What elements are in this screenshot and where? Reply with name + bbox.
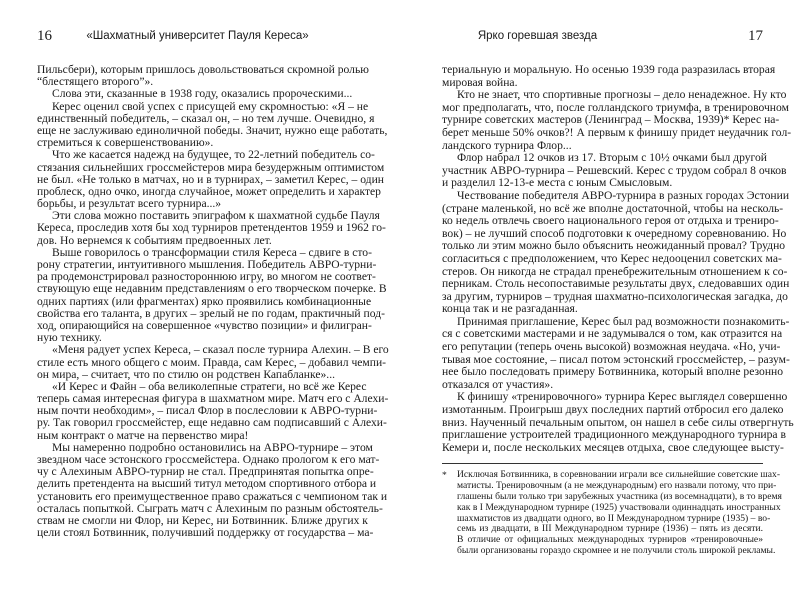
- text-line: нее было последовать примеру Ботвинника, который вполне резонно: [442, 365, 784, 379]
- paragraph: [37, 63, 369, 89]
- text-line: вниз. Наученный печальным опытом, он нашел в себе силы отвергнуть: [442, 415, 794, 429]
- page-number-left: 16: [37, 28, 52, 44]
- text-line: ко недель отвлечь своего национального героя от отдыха и трениро-: [442, 214, 779, 228]
- footnote: [442, 469, 782, 557]
- footnote-line: семь из двадцати, в III Международном турнире (1936) – пять из десяти.: [457, 523, 763, 535]
- text-line: ход, опирающийся на совершенное «чувство позиции» и филигран-: [37, 318, 372, 332]
- paragraph: [442, 63, 776, 89]
- text-line: Выше говорилось о трансформации стиля Кереса – сдвиге в сто-: [52, 245, 372, 259]
- text-line: приглашение устроителей традиционного международного турнира в: [442, 428, 786, 442]
- footnote-line: В отличие от официальных международных турниров «тренировочные»: [457, 534, 763, 546]
- text-line: Кереса, проследив хотя бы ход турниров претендентов 1959 и 1962 го-: [37, 221, 386, 235]
- text-line: “блестящего второго”».: [37, 75, 154, 89]
- text-line: ра продемонстрировал разностороннюю игру, во многом не соответ-: [37, 270, 376, 284]
- text-line: одних партиях (или фрагментах) ярко проявились комбинационные: [37, 294, 372, 308]
- text-line: звездном часе эстонского гроссмейстера. Однако прологом к его мат-: [37, 453, 380, 466]
- text-line: ландского турнира Флор...: [442, 138, 572, 152]
- text-line: «Меня радует успех Кереса, – сказал после турнира Алехин. – В его: [52, 343, 389, 357]
- text-line: Пильсбери), которым пришлось довольствоваться скромной ролью: [37, 63, 369, 76]
- text-line: ся с советскими мастерами и не задумывался о том, как отразится на: [442, 327, 783, 341]
- text-line: Кто не знает, что спортивные прогнозы – дело ненадежное. Ну кто: [457, 88, 787, 102]
- text-line: ную технику.: [37, 331, 102, 345]
- text-line: отказался от участия».: [442, 377, 554, 391]
- paragraph: [442, 88, 792, 152]
- text-line: ру. Так говорил гроссмейстер, еще недавно сам подписавший с Алехи-: [37, 416, 387, 430]
- text-line: дов. Но вернемся к событиям предвоенных лет.: [37, 233, 272, 247]
- footnote-line: Исключая Ботвинника, в соревновании играли все сильнейшие советские шах-: [457, 469, 781, 480]
- footnote-line: были организованы гораздо скромнее и не получили столь широкой рекламы.: [457, 545, 776, 557]
- paragraph: [37, 245, 387, 345]
- running-head-right: Ярко горевшая звезда: [477, 30, 598, 42]
- text-line: мог предполагать, что, после голландского триумфа, в тренировочном: [442, 100, 789, 114]
- text-line: Кемери и, после нескольких месяцев отдыха, свое следующее высту-: [442, 440, 784, 454]
- text-line: измотанным. Проигрыш двух последних партий отбросил его далеко: [442, 403, 784, 417]
- text-line: еще не заслуживаю единоличной победы. Значит, нужно еще работать,: [37, 123, 388, 137]
- text-line: вок) – не лучший способ подготовки к очередному соревнованию. Но: [442, 226, 787, 240]
- text-line: рону стратегии, интуитивного мышления. Победитель АВРО-турни-: [37, 258, 377, 271]
- text-line: за другим, турниров – трудная шахматно-психологическая загадка, до: [442, 289, 788, 303]
- text-line: свойства его таланта, в других – зрелый не по годам, практичный под-: [37, 306, 385, 320]
- paragraph: [37, 209, 386, 247]
- text-line: стеров. Он никогда не страдал пренебрежительным отношением к со-: [442, 264, 788, 278]
- footnote-line: матисты. Тренировочным (а не международным) его назвали потому, что при-: [457, 479, 777, 491]
- text-line: Мы намеренно подробно остановились на АВРО-турнире – этом: [52, 440, 373, 454]
- left-page-body: [37, 63, 389, 540]
- text-line: стремиться к совершенствованию».: [37, 136, 214, 150]
- footnote-line: как в I Международном турнире (1925) участвовали одиннадцать иностранных: [457, 501, 781, 513]
- text-line: турнире советских мастеров (Ленинград – Москва, 1939)* Керес на-: [442, 113, 780, 127]
- page-number-right: 17: [748, 28, 763, 44]
- text-line: териальную и моральную. Но осенью 1939 года разразилась вторая: [442, 63, 776, 76]
- text-line: единственный победитель, – сказал он, – но тем лучше. Очевидно, я: [37, 111, 375, 125]
- text-line: Слова эти, сказанные в 1938 году, оказались пророческими...: [52, 87, 353, 101]
- text-line: К финишу «тренировочного» турнира Керес выглядел совершенно: [457, 390, 788, 404]
- paragraph: [37, 343, 389, 381]
- text-line: (стране маленькой, но всё же вполне достаточной, чтобы на несколь-: [442, 201, 784, 215]
- text-line: ствам не смогли ни Флор, ни Керес, ни Ботвинник. Ближе других к: [37, 513, 368, 527]
- paragraph: [37, 148, 385, 211]
- text-line: чу с Алехиным АВРО-турнир не стал. Предпринятая попытка опре-: [37, 465, 374, 479]
- text-line: ным почти необходим», – писал Флор в послесловии к АВРО-турни-: [37, 404, 378, 418]
- text-line: ным контракт о матче на первенство мира!: [37, 428, 249, 442]
- text-line: борьбы, и результат всего турнира...»: [37, 197, 222, 211]
- paragraph: [37, 99, 388, 150]
- text-line: Что же касается надежд на будущее, то 22-летний победитель со-: [52, 148, 375, 162]
- text-line: берет меньше 50% очков?! А первым к финишу придет неудачник гол-: [442, 125, 792, 139]
- text-line: стиле есть много общего с моим. Правда, сам Керес, – добавил чемпи-: [37, 355, 387, 369]
- text-line: проблеск, одно очко, иногда случайное, может определить и характер: [37, 184, 381, 198]
- text-line: Эти слова можно поставить эпиграфом к шахматной судьбе Пауля: [52, 209, 380, 223]
- text-line: тывая мое состояние, – писал потом эстонский гроссмейстер, – разум-: [442, 352, 790, 366]
- text-line: стязания сильнейших гроссмейстеров мира безудержным оптимистом: [37, 160, 385, 174]
- footnote-line: шахматистов из двадцати одного, во II Международном турнире (1935) – во-: [457, 512, 771, 524]
- footnote-body: [457, 469, 782, 557]
- footnote-divider: [442, 463, 763, 464]
- paragraph: [442, 151, 787, 190]
- footnote-line: глашены были только три зарубежных участника (из восемнадцати), в то время: [457, 490, 782, 502]
- text-line: участник АВРО-турнира – Решевский. Керес с трудом собрал 8 очков: [442, 163, 787, 177]
- footnote-mark: *: [442, 470, 447, 481]
- text-line: его репутации (теперь очень высокой) возможная неудача. «Но, учи-: [442, 340, 781, 354]
- text-line: «И Керес и Файн – оба великолепные стратеги, но всё же Керес: [52, 379, 367, 393]
- paragraph: [37, 88, 358, 100]
- text-line: цели стоял Ботвинник, получивший поддержку от государства – ма-: [37, 526, 374, 540]
- text-line: теперь самая интересная фигура в шахматном мире. Матч его с Алехи-: [37, 392, 389, 406]
- paragraph: [442, 314, 790, 392]
- text-line: Принимая приглашение, Керес был рад возможности познакомить-: [457, 314, 790, 328]
- text-line: только ли этим можно было объяснить неожиданный провал? Трудно: [442, 239, 786, 253]
- text-line: не был. «Не только в матчах, но и в турнирах, – заметил Керес, – один: [37, 172, 384, 186]
- text-line: ствующую еще недавним представлениям о его творческом почерке. В: [37, 282, 387, 296]
- text-line: он мира, – считает, что по стилю он родствен Капабланке»...: [37, 367, 335, 381]
- text-line: и разделил 12-13-е места с юным Смысловым.: [442, 176, 673, 190]
- text-line: Чествование победителя АВРО-турнира в разных городах Эстонии: [457, 188, 790, 202]
- right-page-body: [442, 63, 794, 454]
- running-head-left: «Шахматный университет Пауля Кереса»: [86, 30, 309, 42]
- text-line: осталась попыткой. Сыграть матч с Алехиным по разным обстоятель-: [37, 501, 383, 515]
- text-line: конца так и не разгаданная.: [442, 302, 578, 316]
- paragraph: [442, 188, 790, 316]
- text-line: Флор набрал 12 очков из 17. Вторым с 10½ очками был другой: [457, 151, 767, 165]
- text-line: мировая война.: [442, 75, 518, 89]
- paragraph: [37, 440, 388, 540]
- paragraph: [442, 390, 794, 454]
- text-line: делить претендента на высший титул методом спортивного отбора и: [37, 477, 377, 491]
- text-line: Керес оценил свой успех с присущей ему скромностью: «Я – не: [52, 99, 369, 113]
- text-line: согласиться с предположением, что Керес недооценил советских ма-: [442, 251, 782, 265]
- paragraph: [37, 379, 389, 442]
- text-line: перникам. Столь несопоставимые результаты двух, следовавших один: [442, 277, 790, 291]
- text-line: установить его преимущественное право сражаться с чемпионом так и: [37, 489, 388, 503]
